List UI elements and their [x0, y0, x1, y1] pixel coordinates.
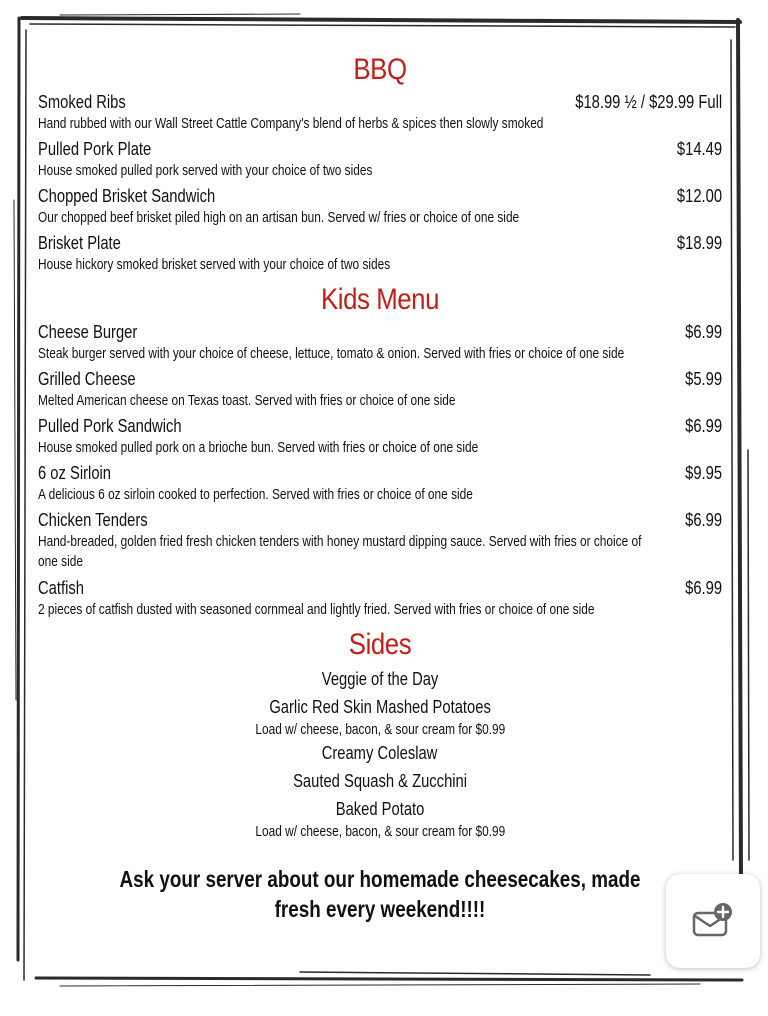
- footer-text: Ask your server about our homemade cheesecakes, made fresh every weekend!!!!: [119, 866, 641, 922]
- item-desc: A delicious 6 oz sirloin cooked to perfection. Served with fries or choice of one side: [38, 487, 473, 503]
- menu-item: [38, 90, 722, 137]
- item-name: Grilled Cheese: [38, 369, 136, 389]
- side-item: [38, 665, 722, 693]
- side-name: Creamy Coleslaw: [322, 743, 438, 763]
- item-desc: 2 pieces of catfish dusted with seasoned cornmeal and lightly fried. Served with fries or choice of one side: [38, 602, 595, 618]
- item-desc: Hand-breaded, golden fried fresh chicken tenders with honey mustard dipping sauce. Served with fries or choice of one side: [38, 534, 642, 570]
- item-name: Chicken Tenders: [38, 510, 148, 530]
- side-item: [38, 693, 722, 739]
- side-name: Garlic Red Skin Mashed Potatoes: [269, 697, 491, 717]
- item-price: $6.99: [685, 510, 722, 530]
- item-desc: House hickory smoked brisket served with your choice of two sides: [38, 257, 391, 273]
- item-price: $12.00: [676, 186, 722, 206]
- item-desc: House smoked pulled pork on a brioche bun. Served with fries or choice of one side: [38, 440, 479, 456]
- item-price: $6.99: [685, 578, 722, 598]
- item-name: Pulled Pork Sandwich: [38, 416, 182, 436]
- item-price: $14.49: [676, 139, 722, 159]
- menu-item: [38, 461, 722, 508]
- item-name: Chopped Brisket Sandwich: [38, 186, 216, 206]
- item-desc: Our chopped beef brisket piled high on an artisan bun. Served w/ fries or choice of one side: [38, 210, 520, 226]
- kids-menu-title: Kids Menu: [320, 283, 440, 316]
- menu-item: [38, 508, 722, 576]
- cheesecake-note: [38, 864, 722, 924]
- menu-item: [38, 137, 722, 184]
- item-desc: House smoked pulled pork served with your choice of two sides: [38, 163, 373, 179]
- item-price: $6.99: [685, 322, 722, 342]
- side-item: [38, 767, 722, 795]
- item-price: $6.99: [685, 416, 722, 436]
- menu-item: [38, 576, 722, 623]
- add-mail-button[interactable]: [666, 874, 760, 968]
- item-desc: Steak burger served with your choice of cheese, lettuce, tomato & onion. Served with fries or choice of one side: [38, 346, 625, 362]
- item-name: Catfish: [38, 578, 84, 598]
- item-desc: Melted American cheese on Texas toast. Served with fries or choice of one side: [38, 393, 456, 409]
- menu-item: [38, 231, 722, 278]
- menu-content: [38, 50, 722, 841]
- item-desc: Hand rubbed with our Wall Street Cattle Company's blend of herbs & spices then slowly smoked: [38, 116, 544, 132]
- sides-title: Sides: [348, 628, 412, 661]
- menu-item: [38, 414, 722, 461]
- menu-item: [38, 367, 722, 414]
- item-name: Pulled Pork Plate: [38, 139, 152, 159]
- side-name: Sauted Squash & Zucchini: [293, 771, 467, 791]
- side-item: [38, 795, 722, 841]
- side-item: [38, 739, 722, 767]
- side-note: Load w/ cheese, bacon, & sour cream for $0.99: [255, 824, 505, 840]
- item-name: Cheese Burger: [38, 322, 138, 342]
- item-price: $9.95: [685, 463, 722, 483]
- item-price: $18.99: [676, 233, 722, 253]
- item-name: Brisket Plate: [38, 233, 121, 253]
- menu-item: [38, 184, 722, 231]
- bbq-title: BBQ: [353, 53, 407, 86]
- item-price: $5.99: [685, 369, 722, 389]
- menu-item: [38, 320, 722, 367]
- item-name: Smoked Ribs: [38, 92, 126, 112]
- item-name: 6 oz Sirloin: [38, 463, 112, 483]
- side-name: Veggie of the Day: [321, 669, 439, 689]
- side-name: Baked Potato: [335, 799, 425, 819]
- mail-add-icon: [691, 901, 735, 941]
- side-note: Load w/ cheese, bacon, & sour cream for $0.99: [255, 722, 505, 738]
- item-price: $18.99 ½ / $29.99 Full: [575, 92, 722, 112]
